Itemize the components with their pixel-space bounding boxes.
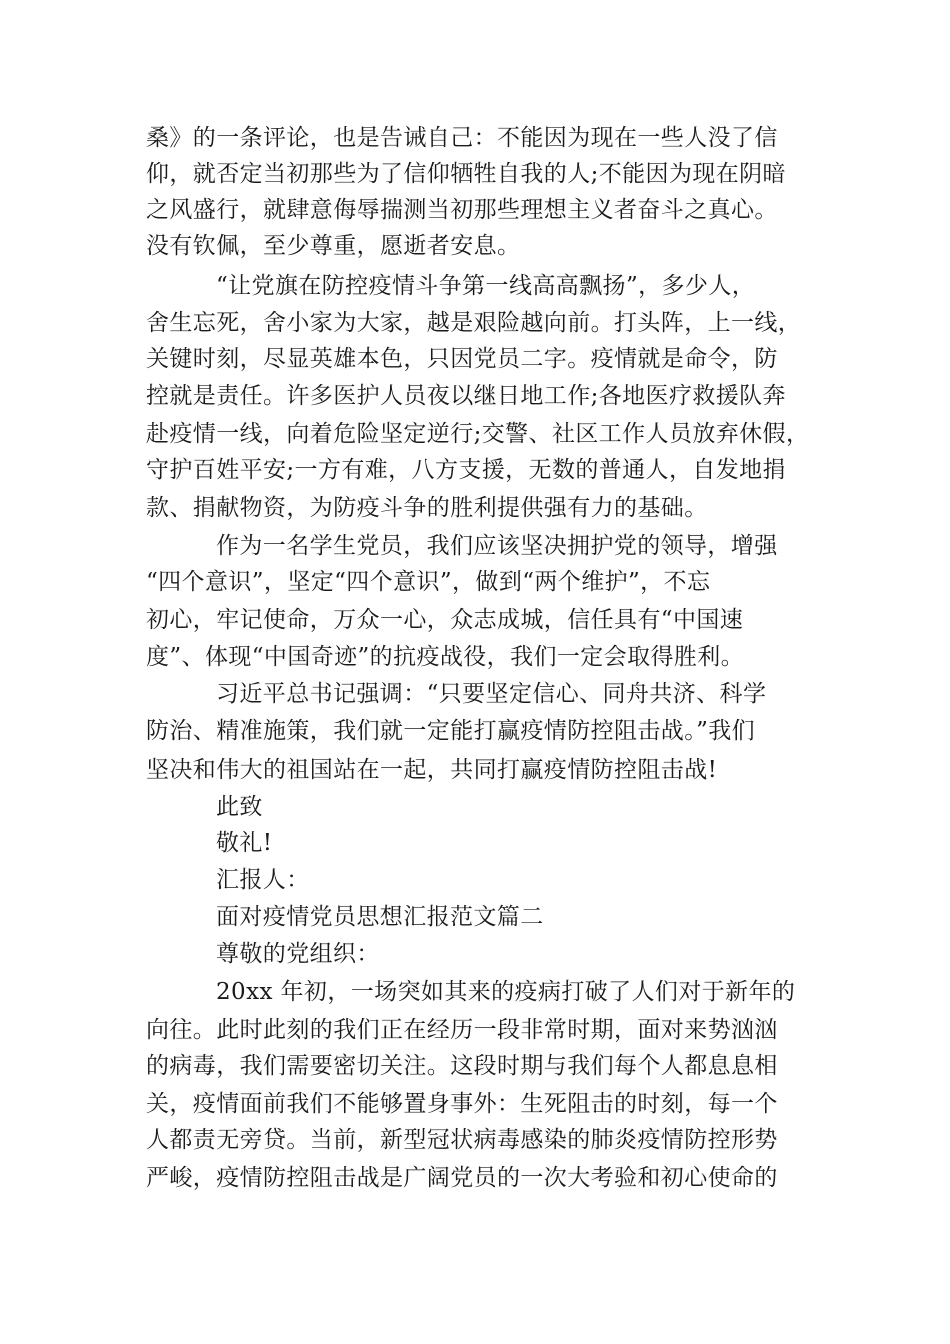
paragraph-first-line: 20xx 年初，一场突如其来的疫病打破了人们对于新年的 <box>216 979 796 1005</box>
paragraph-first-line: 习近平总书记强调：“只要坚定信心、同舟共济、科学 <box>216 681 767 707</box>
text-line: 初心，牢记使命，万众一心，众志成城，信任具有“中国速 <box>146 607 744 633</box>
text-line: 坚决和伟大的祖国站在一起，共同打赢疫情防控阻击战! <box>146 757 718 783</box>
text-line: 防治、精准施策，我们就一定能打赢疫情防控阻击战。”我们 <box>146 718 756 744</box>
text-line: 没有钦佩，至少尊重，愿逝者安息。 <box>146 233 521 259</box>
text-line: 桑》的一条评论，也是告诫自己：不能因为现在一些人没了信 <box>146 125 778 151</box>
text-line: 守护百姓平安;一方有难，八方支援，无数的普通人，自发地捐 <box>146 457 786 483</box>
text-line: 的病毒，我们需要密切关注。这段时期与我们每个人都息息相 <box>146 1053 778 1079</box>
text-line: “四个意识”，坚定“四个意识”，做到“两个维护”，不忘 <box>146 569 711 595</box>
text-line: 仰，就否定当初那些为了信仰牺牲自我的人;不能因为现在阴暗 <box>146 161 786 187</box>
text-line: 人都责无旁贷。当前，新型冠状病毒感染的肺炎疫情防控形势 <box>146 1127 778 1153</box>
text-line: 款、捐献物资，为防疫斗争的胜利提供强有力的基础。 <box>146 495 708 521</box>
text-line: 向往。此时此刻的我们正在经历一段非常时期，面对来势汹汹 <box>146 1017 778 1043</box>
paragraph-first-line: “让党旗在防控疫情斗争第一线高高飘扬”，多少人， <box>216 273 756 299</box>
closing-regards: 敬礼! <box>216 830 273 856</box>
text-line: 舍生忘死，舍小家为大家，越是艰险越向前。打头阵，上一线， <box>146 310 802 336</box>
text-line: 赴疫情一线，向着危险坚定逆行;交警、社区工作人员放弃休假， <box>146 421 810 447</box>
closing-salutation: 此致 <box>216 794 263 820</box>
paragraph-first-line: 作为一名学生党员，我们应该坚决拥护党的领导，增强 <box>216 533 778 559</box>
greeting: 尊敬的党组织： <box>216 941 380 967</box>
text-line: 严峻，疫情防控阻击战是广阔党员的一次大考验和初心使命的 <box>146 1165 778 1191</box>
text-line: 关，疫情面前我们不能够置身事外：生死阻击的时刻，每一个 <box>146 1091 778 1117</box>
text-line: 之风盛行，就肆意侮辱揣测当初那些理想主义者奋斗之真心。 <box>146 197 778 223</box>
text-line: 控就是责任。许多医护人员夜以继日地工作;各地医疗救援队奔 <box>146 383 786 409</box>
text-line: 度”、体现“中国奇迹”的抗疫战役，我们一定会取得胜利。 <box>146 644 745 670</box>
section-title: 面对疫情党员思想汇报范文篇二 <box>216 904 544 930</box>
text-line: 关键时刻，尽显英雄本色，只因党员二字。疫情就是命令，防 <box>146 346 778 372</box>
reporter-label: 汇报人： <box>216 867 310 893</box>
